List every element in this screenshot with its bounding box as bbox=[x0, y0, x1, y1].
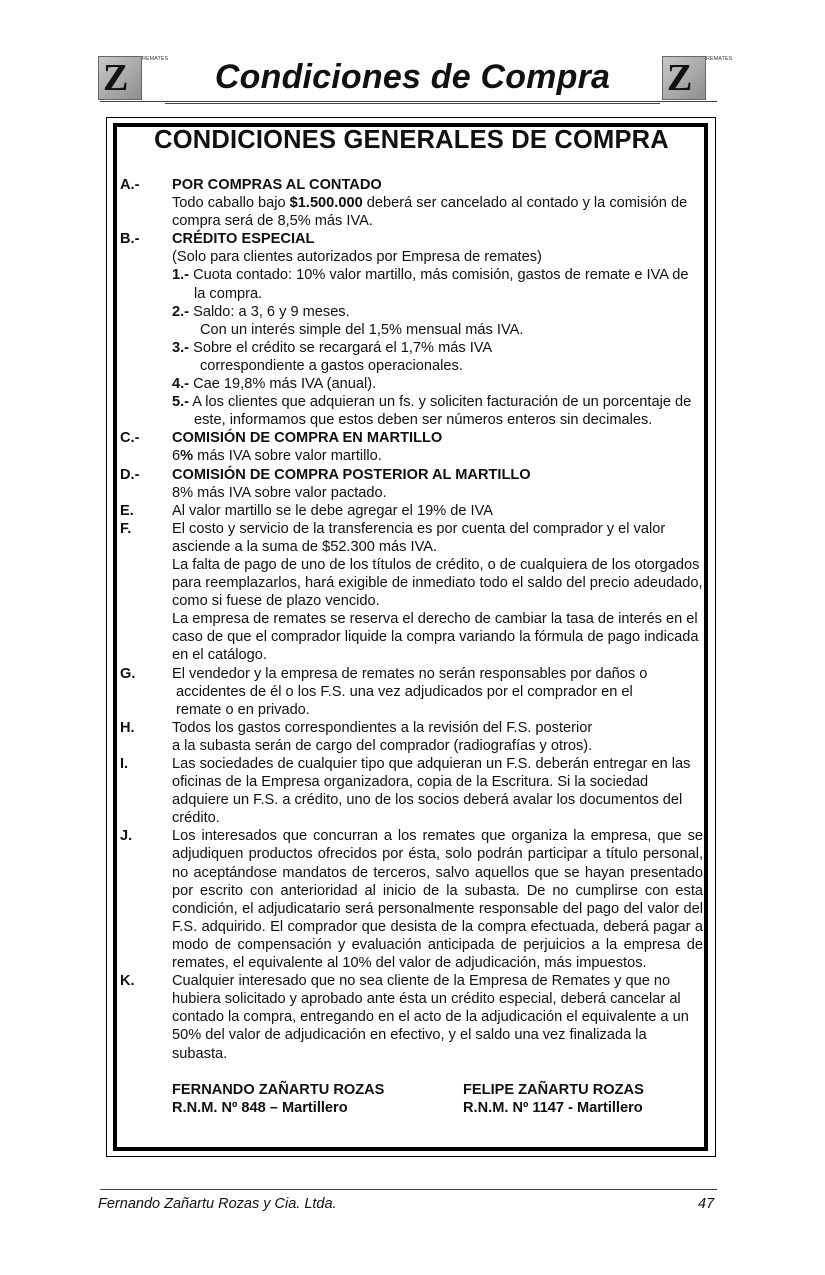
signature-block bbox=[463, 1081, 754, 1117]
section-h bbox=[120, 719, 703, 755]
company-logo bbox=[662, 56, 733, 102]
section-paragraph: El costo y servicio de la transferencia es por cuenta del comprador y el valor asciende a la suma de $52.300 más IVA. bbox=[172, 520, 666, 555]
section-b bbox=[120, 230, 703, 429]
page-title: Condiciones de Compra bbox=[214, 58, 611, 96]
section-heading: POR COMPRAS AL CONTADO bbox=[172, 177, 382, 193]
section-heading: COMISIÓN DE COMPRA EN MARTILLO bbox=[172, 430, 443, 447]
section-heading: COMISIÓN DE COMPRA POSTERIOR AL MARTILLO bbox=[172, 466, 531, 483]
section-j bbox=[120, 827, 703, 972]
section-i bbox=[120, 755, 703, 827]
item-number: 2.- bbox=[172, 303, 190, 320]
signature-role: R.N.M. Nº 1147 - Martillero bbox=[463, 1099, 643, 1116]
item-text: A los clientes que adquieran un fs. y soliciten facturación de un porcentaje de este, informamos que estos deben ser números enteros sin decimales. bbox=[192, 394, 692, 429]
section-line: accidentes de él o los F.S. una vez adjudicados por el comprador en el bbox=[176, 683, 633, 700]
section-label: A.- bbox=[120, 177, 140, 193]
section-d bbox=[120, 466, 703, 502]
section-label: D.- bbox=[120, 466, 140, 483]
list-item bbox=[172, 375, 703, 393]
section-line: remate o en privado. bbox=[176, 701, 310, 718]
signature-role: R.N.M. Nº 848 – Martillero bbox=[172, 1099, 348, 1116]
amount-highlight: $1.500.000 bbox=[289, 195, 363, 212]
list-item bbox=[172, 339, 703, 357]
item-continuation: Con un interés simple del 1,5% mensual más IVA. bbox=[200, 321, 524, 338]
list-item bbox=[172, 393, 703, 429]
section-text: Al valor martillo se le debe agregar el 19% de IVA bbox=[172, 502, 493, 519]
footer-company: Fernando Zañartu Rozas y Cia. Ltda. bbox=[98, 1196, 337, 1212]
signature-name: FERNANDO ZAÑARTU ROZAS bbox=[172, 1081, 385, 1098]
header-divider bbox=[165, 103, 660, 104]
section-paragraph: La falta de pago de uno de los títulos de crédito, o de cualquiera de los otorgados para reemplazarlos, hará exigible de inmediato todo el saldo del precio adeudado, como si fuese de plazo vencido. bbox=[172, 556, 703, 610]
logo-side-text: REMATES bbox=[706, 56, 733, 62]
section-line: a la subasta serán de cargo del comprador (radiografías y otros). bbox=[172, 737, 593, 754]
text-part: Todo caballo bajo bbox=[172, 195, 290, 212]
section-label: C.- bbox=[120, 430, 140, 447]
signatures bbox=[120, 1081, 703, 1117]
section-text: Los interesados que concurran a los remates que organiza la empresa, que se adjudiquen productos ofrecidos por ésta, solo podrán participar a título personal, no aceptándose mandatos de terceros, salvo aquellos que se hayan presentado por escrito con anterioridad al inicio de la subasta. De no cumplirse con esta condición, el adjudicatario será personalmente responsable del pago del valor del F.S. adquirido. El comprador que desista de la compra efectuada, deberá pagar a modo de compensación y evaluación anticipada de perjuicios a la empresa de remates, el equivalente al 10% del valor de adjudicación, más impuestos. bbox=[172, 828, 703, 972]
section-text: Las sociedades de cualquier tipo que adquieran un F.S. deberán entregar en las oficinas de la Empresa organizadora, copia de la Escritura. Si la sociedad adquiere un F.S. a crédito, uno de los socios deberá avalar los documentos del crédito. bbox=[172, 756, 691, 827]
section-label: H. bbox=[120, 719, 135, 736]
section-paragraph: La empresa de remates se reserva el derecho de cambiar la tasa de interés en el caso de que el comprador liquide la compra variando la fórmula de pago indicada en el catálogo. bbox=[172, 611, 699, 664]
section-heading: CRÉDITO ESPECIAL bbox=[172, 231, 315, 248]
item-text: Cuota contado: 10% valor martillo, más comisión, gastos de remate e IVA de la compra. bbox=[193, 267, 689, 302]
signature-name: FELIPE ZAÑARTU ROZAS bbox=[463, 1081, 644, 1098]
logo-letter: Z bbox=[103, 57, 129, 99]
list-item bbox=[172, 303, 703, 321]
section-c bbox=[120, 429, 703, 465]
section-label: J. bbox=[120, 828, 133, 845]
conditions-body bbox=[120, 176, 703, 1117]
section-g bbox=[120, 665, 703, 719]
document-title: CONDICIONES GENERALES DE COMPRA bbox=[154, 126, 669, 154]
logo-side-text: REMATES bbox=[142, 56, 169, 62]
item-text: Saldo: a 3, 6 y 9 meses. bbox=[193, 303, 350, 320]
section-label: E. bbox=[120, 502, 134, 519]
item-number: 1.- bbox=[172, 267, 190, 284]
section-intro: (Solo para clientes autorizados por Empresa de remates) bbox=[172, 249, 542, 266]
section-label: G. bbox=[120, 665, 136, 682]
section-text: 8% más IVA sobre valor pactado. bbox=[172, 484, 387, 501]
logo-letter: Z bbox=[667, 57, 693, 99]
text-part: deberá ser cancelado al contado y la comisión de compra será de 8,5% más IVA. bbox=[172, 195, 688, 230]
section-text bbox=[172, 194, 703, 230]
list-item bbox=[172, 266, 703, 302]
page-number: 47 bbox=[698, 1196, 715, 1212]
item-number: 4.- bbox=[172, 376, 190, 393]
section-label: I. bbox=[120, 756, 129, 772]
section-label: K. bbox=[120, 973, 135, 990]
footer-divider bbox=[100, 1189, 717, 1190]
item-number: 5.- bbox=[172, 394, 190, 411]
section-k bbox=[120, 972, 703, 1062]
header-divider bbox=[100, 101, 717, 102]
text-part: 6 bbox=[172, 448, 181, 465]
company-logo bbox=[98, 56, 169, 102]
section-text bbox=[172, 447, 703, 465]
section-text: Cualquier interesado que no sea cliente de la Empresa de Remates y que no hubiera solicitado y aprobado ante ésta un crédito especial, deberá cancelar al contado la compra, entregando en el acto de la adjudicación el equivalente a un 50% del valor de adjudicación en efectivo, y el saldo una vez finalizada la subasta. bbox=[172, 973, 689, 1062]
item-text: Sobre el crédito se recargará el 1,7% más IVA bbox=[193, 339, 493, 356]
item-continuation: correspondiente a gastos operacionales. bbox=[200, 357, 463, 374]
section-line: Todos los gastos correspondientes a la revisión del F.S. posterior bbox=[172, 719, 593, 736]
section-f bbox=[120, 520, 703, 665]
section-a bbox=[120, 176, 703, 230]
signature-block bbox=[172, 1081, 463, 1117]
section-label: B.- bbox=[120, 231, 140, 248]
item-text: Cae 19,8% más IVA (anual). bbox=[193, 376, 377, 393]
section-line: El vendedor y la empresa de remates no serán responsables por daños o bbox=[172, 665, 648, 682]
text-part: % bbox=[180, 448, 194, 465]
section-label: F. bbox=[120, 520, 132, 537]
item-number: 3.- bbox=[172, 339, 190, 356]
text-part: más IVA sobre valor martillo. bbox=[193, 448, 382, 465]
section-e bbox=[120, 502, 703, 520]
